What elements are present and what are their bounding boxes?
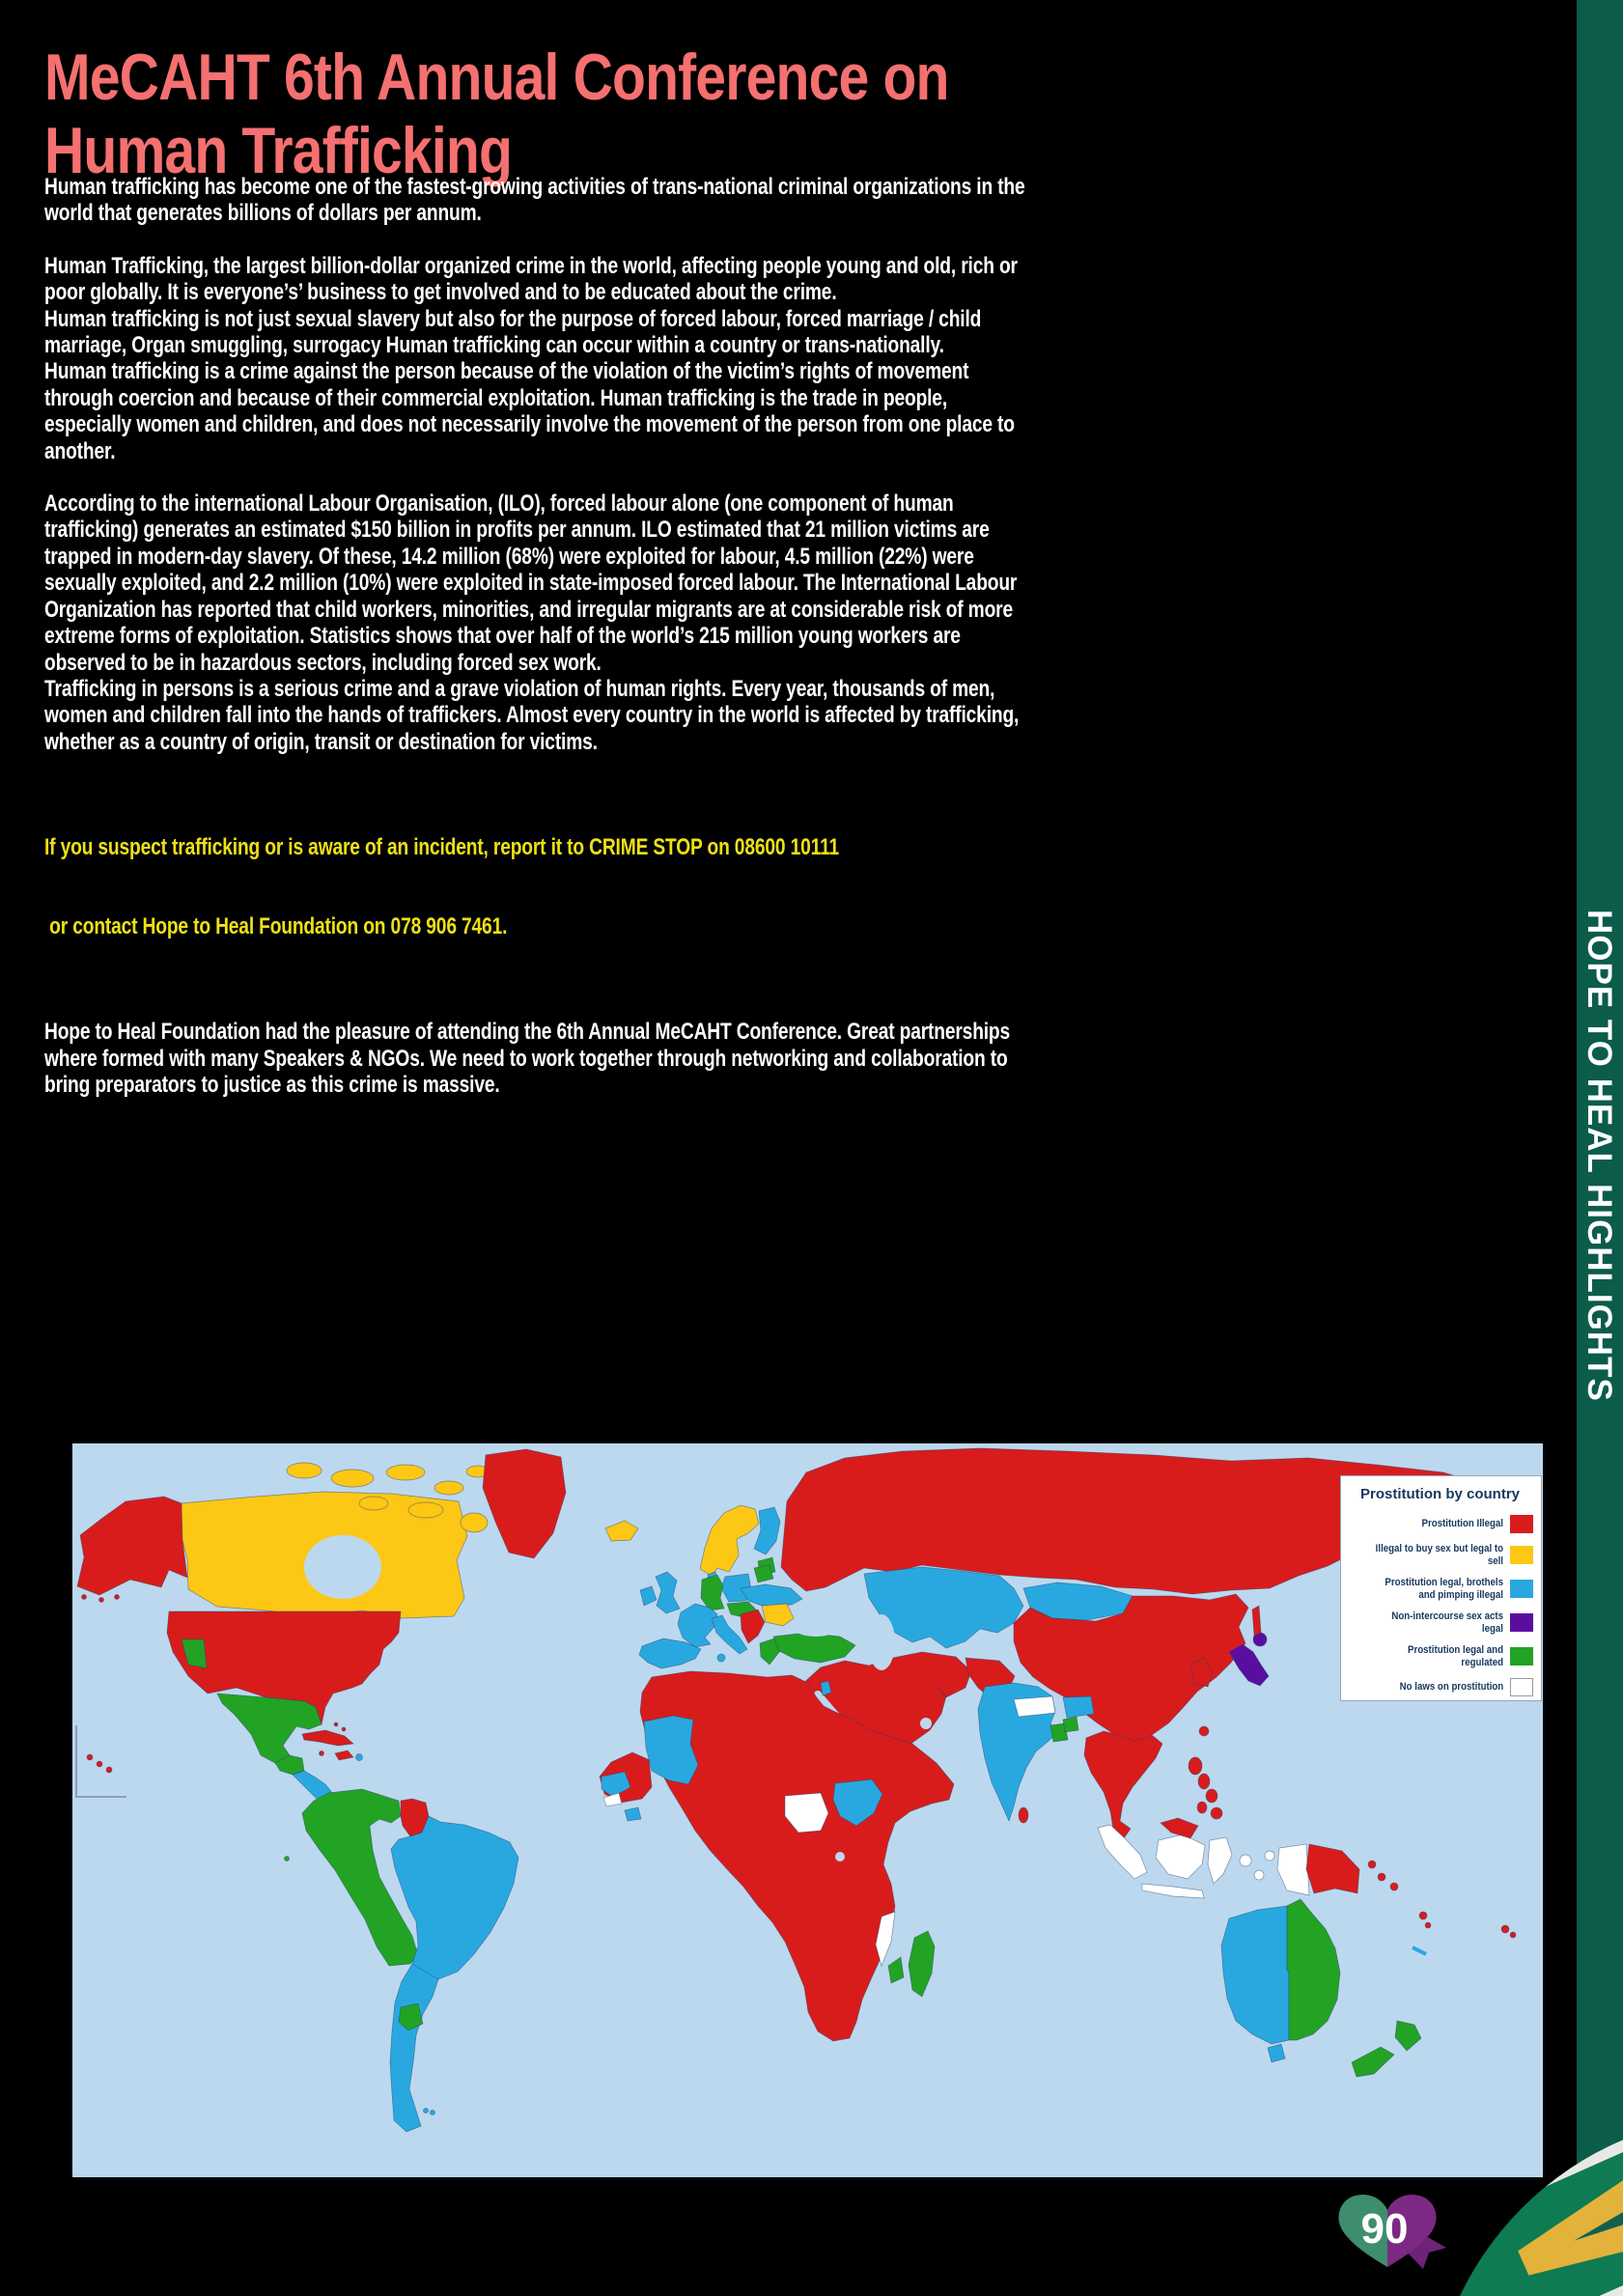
report-alert-line1: If you suspect trafficking or is aware of an incident, report it to CRIME STOP on 08600 10111 [44,833,840,860]
intro-paragraph: Human trafficking has become one of the fastest-growing activities of trans-national criminal organizations in the world that generates billions of dollars per annum. [44,174,1025,227]
legend-row [1347,1577,1533,1601]
map-legend [1340,1475,1542,1701]
closing-paragraph: Hope to Heal Foundation had the pleasure of attending the 6th Annual MeCAHT Conference. Great partnerships where formed with many Speakers & NGOs. We need to work together through networking and collaboration to bring preparators to justice as this crime is massive. [44,1019,1011,1099]
report-alert [44,781,1025,993]
legend-label: Prostitution legal and regulated [1408,1644,1503,1668]
legend-swatch-white [1510,1678,1533,1696]
overview-sentence-3: Human trafficking is a crime against the person because of the violation of the victim’s rights of movement through coercion and because of their commercial exploitation. Human trafficking is the trade in people, especially women and children, and does not necessarily involve the movement of the person from one place to another. [44,358,1015,464]
legend-row [1347,1543,1533,1567]
overview-paragraph-group [44,253,1025,464]
south-africa-flag [1429,2105,1623,2296]
legend-row [1347,1678,1533,1696]
legend-label: No laws on prostitution [1399,1681,1503,1694]
ilo-paragraph-group [44,490,1025,755]
page-title [44,41,1180,187]
overview-sentence-2: Human trafficking is not just sexual slavery but also for the purpose of forced labour, forced marriage / child marriage, Organ smuggling, surrogacy Human trafficking can occur within a country or trans-nationally. [44,305,982,359]
legend-swatch-yellow [1510,1546,1533,1564]
ilo-statistics-paragraph: According to the international Labour Organisation, (ILO), forced labour alone (one component of human trafficking) generates an estimated $150 billion in profits per annum. ILO estimated that 21 million victims are trapped in modern-day slavery. Of these, 14.2 million (68%) were exploited for labour, 4.5 million (22%) were sexually exploited, and 2.2 million (10%) were exploited in state-imposed forced labour. The International Labour Organization has reported that child workers, minorities, and irregular migrants are at considerable risk of more extreme forms of exploitation. Statistics shows that over half of the world’s 215 million young workers are observed to be in hazardous sectors, including forced sex work. [44,490,1018,676]
world-map-graphic [72,1443,1543,2177]
sidebar-section-label: HOPE TO HEAL HIGHLIGHTS [1581,910,1618,1402]
legend-row [1347,1610,1533,1635]
article-body [44,174,1025,1099]
trafficking-persons-paragraph: Trafficking in persons is a serious crime and a grave violation of human rights. Every year, thousands of men, women and children fall into the hands of traffickers. Almost every country in the world is affected by trafficking, whether as a country of origin, transit or destination for victims. [44,675,1020,755]
legend-label: Non-intercourse sex acts legal [1391,1610,1503,1635]
legend-swatch-green [1510,1647,1533,1666]
report-alert-line2: or contact Hope to Heal Foundation on 078 906 7461. [44,913,508,940]
page-number: 90 [1360,2205,1409,2253]
legend-row [1347,1644,1533,1668]
page-title-line1: MeCAHT 6th Annual Conference on [44,41,949,114]
legend-row [1347,1515,1533,1533]
legend-swatch-red [1510,1515,1533,1533]
page-title-line2: Human Trafficking [44,114,513,187]
sidebar-strip [1577,0,1623,2296]
map-legend-title: Prostitution by country [1360,1486,1520,1502]
legend-label: Illegal to buy sex but legal to sell [1375,1543,1503,1567]
legend-swatch-purple [1510,1613,1533,1632]
legend-label: Prostitution legal, brothels and pimping illegal [1385,1577,1503,1601]
south-africa-flag-icon [1429,2105,1623,2296]
legend-swatch-blue [1510,1580,1533,1598]
prostitution-world-map [72,1443,1543,2177]
legend-label: Prostitution Illegal [1421,1518,1503,1530]
overview-sentence-1: Human Trafficking, the largest billion-dollar organized crime in the world, affecting people young and old, rich or poor globally. It is everyone’s’ business to get involved and to be educated about the crime. [44,252,1018,306]
